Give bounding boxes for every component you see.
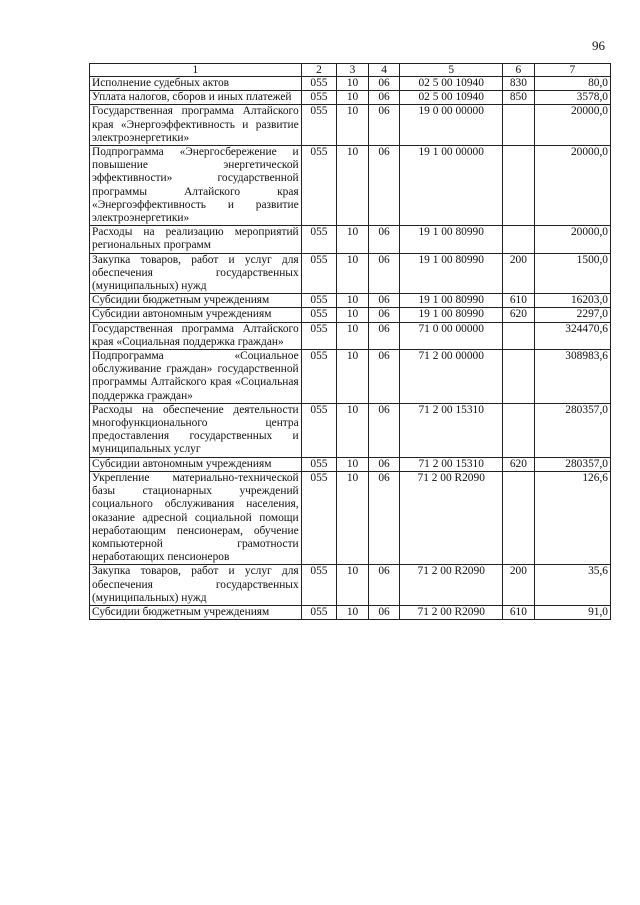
section-code: 10	[337, 471, 369, 564]
target-item-code: 19 1 00 00000	[400, 146, 503, 226]
expense-name: Исполнение судебных актов	[90, 77, 302, 91]
target-item-code: 71 0 00 00000	[400, 322, 503, 349]
amount: 91,0	[534, 605, 610, 619]
header-cell: 6	[503, 64, 535, 77]
target-item-code: 71 2 00 15310	[400, 403, 503, 457]
expense-type-code: 200	[503, 565, 535, 606]
table-row	[90, 226, 611, 253]
expense-type-code: 830	[503, 77, 535, 91]
subsection-code: 06	[368, 350, 400, 404]
table-row	[90, 308, 611, 322]
department-code: 055	[301, 91, 337, 105]
expense-name: Уплата налогов, сборов и иных платежей	[90, 91, 302, 105]
budget-table	[89, 63, 611, 620]
expense-type-code	[503, 403, 535, 457]
target-item-code: 19 0 00 00000	[400, 105, 503, 146]
table-row	[90, 294, 611, 308]
department-code: 055	[301, 605, 337, 619]
header-cell: 5	[400, 64, 503, 77]
amount: 308983,6	[534, 350, 610, 404]
expense-name: Субсидии автономным учреждениям	[90, 308, 302, 322]
department-code: 055	[301, 565, 337, 606]
amount: 16203,0	[534, 294, 610, 308]
subsection-code: 06	[368, 146, 400, 226]
expense-type-code	[503, 146, 535, 226]
expense-type-code: 610	[503, 605, 535, 619]
section-code: 10	[337, 308, 369, 322]
expense-type-code: 850	[503, 91, 535, 105]
target-item-code: 19 1 00 80990	[400, 294, 503, 308]
target-item-code: 71 2 00 R2090	[400, 471, 503, 564]
section-code: 10	[337, 105, 369, 146]
header-row	[90, 64, 611, 77]
table-row	[90, 457, 611, 471]
target-item-code: 19 1 00 80990	[400, 308, 503, 322]
expense-name: Субсидии автономным учреждениям	[90, 457, 302, 471]
header-cell: 1	[90, 64, 302, 77]
department-code: 055	[301, 294, 337, 308]
table-row	[90, 253, 611, 294]
section-code: 10	[337, 226, 369, 253]
section-code: 10	[337, 91, 369, 105]
amount: 280357,0	[534, 457, 610, 471]
table-row	[90, 322, 611, 349]
table-row	[90, 471, 611, 564]
expense-type-code: 620	[503, 308, 535, 322]
table-row	[90, 146, 611, 226]
subsection-code: 06	[368, 471, 400, 564]
subsection-code: 06	[368, 322, 400, 349]
table-row	[90, 565, 611, 606]
section-code: 10	[337, 294, 369, 308]
subsection-code: 06	[368, 403, 400, 457]
subsection-code: 06	[368, 226, 400, 253]
subsection-code: 06	[368, 253, 400, 294]
table-row	[90, 605, 611, 619]
expense-type-code	[503, 226, 535, 253]
expense-name: Субсидии бюджетным учреждениям	[90, 605, 302, 619]
amount: 35,6	[534, 565, 610, 606]
section-code: 10	[337, 565, 369, 606]
expense-type-code: 620	[503, 457, 535, 471]
section-code: 10	[337, 253, 369, 294]
department-code: 055	[301, 457, 337, 471]
expense-type-code	[503, 350, 535, 404]
target-item-code: 71 2 00 00000	[400, 350, 503, 404]
target-item-code: 71 2 00 R2090	[400, 565, 503, 606]
section-code: 10	[337, 457, 369, 471]
department-code: 055	[301, 308, 337, 322]
expense-name: Закупка товаров, работ и услуг для обеспечения государственных (муниципальных) нужд	[90, 253, 302, 294]
table-row	[90, 91, 611, 105]
expense-name: Государственная программа Алтайского края «Энергоэффективность и развитие электроэнергетики»	[90, 105, 302, 146]
department-code: 055	[301, 77, 337, 91]
expense-type-code	[503, 105, 535, 146]
department-code: 055	[301, 403, 337, 457]
target-item-code: 19 1 00 80990	[400, 253, 503, 294]
table-row	[90, 77, 611, 91]
subsection-code: 06	[368, 105, 400, 146]
target-item-code: 71 2 00 R2090	[400, 605, 503, 619]
expense-name: Укрепление материально-технической базы стационарных учреждений социального обслуживания населения, оказание адресной социальной помощи неработающим пенсионерам, обучение компьютерной грамотности неработающих пенсионеров	[90, 471, 302, 564]
header-cell: 3	[337, 64, 369, 77]
section-code: 10	[337, 350, 369, 404]
expense-type-code: 610	[503, 294, 535, 308]
subsection-code: 06	[368, 91, 400, 105]
target-item-code: 71 2 00 15310	[400, 457, 503, 471]
subsection-code: 06	[368, 565, 400, 606]
amount: 2297,0	[534, 308, 610, 322]
amount: 1500,0	[534, 253, 610, 294]
amount: 20000,0	[534, 146, 610, 226]
subsection-code: 06	[368, 457, 400, 471]
amount: 20000,0	[534, 105, 610, 146]
amount: 3578,0	[534, 91, 610, 105]
section-code: 10	[337, 605, 369, 619]
amount: 20000,0	[534, 226, 610, 253]
subsection-code: 06	[368, 605, 400, 619]
table-row	[90, 350, 611, 404]
expense-name: Субсидии бюджетным учреждениям	[90, 294, 302, 308]
target-item-code: 02 5 00 10940	[400, 91, 503, 105]
section-code: 10	[337, 322, 369, 349]
expense-type-code	[503, 471, 535, 564]
expense-name: Закупка товаров, работ и услуг для обеспечения государственных (муниципальных) нужд	[90, 565, 302, 606]
header-cell: 4	[368, 64, 400, 77]
expense-type-code	[503, 322, 535, 349]
section-code: 10	[337, 146, 369, 226]
target-item-code: 02 5 00 10940	[400, 77, 503, 91]
header-cell: 2	[301, 64, 337, 77]
header-cell: 7	[534, 64, 610, 77]
page-number: 96	[592, 38, 605, 53]
department-code: 055	[301, 471, 337, 564]
subsection-code: 06	[368, 308, 400, 322]
expense-name: Расходы на реализацию мероприятий региональных программ	[90, 226, 302, 253]
department-code: 055	[301, 146, 337, 226]
table-row	[90, 105, 611, 146]
table-row	[90, 403, 611, 457]
amount: 280357,0	[534, 403, 610, 457]
section-code: 10	[337, 77, 369, 91]
subsection-code: 06	[368, 294, 400, 308]
department-code: 055	[301, 105, 337, 146]
department-code: 055	[301, 226, 337, 253]
expense-name: Государственная программа Алтайского края «Социальная поддержка граждан»	[90, 322, 302, 349]
expense-name: Подпрограмма «Энергосбережение и повышение энергетической эффективности» государственной программы Алтайского края «Энергоэффективность и развитие электроэнергетики»	[90, 146, 302, 226]
expense-name: Расходы на обеспечение деятельности многофункционального центра предоставления государственных и муниципальных услуг	[90, 403, 302, 457]
department-code: 055	[301, 253, 337, 294]
department-code: 055	[301, 322, 337, 349]
expense-type-code: 200	[503, 253, 535, 294]
amount: 80,0	[534, 77, 610, 91]
department-code: 055	[301, 350, 337, 404]
amount: 324470,6	[534, 322, 610, 349]
section-code: 10	[337, 403, 369, 457]
amount: 126,6	[534, 471, 610, 564]
expense-name: Подпрограмма «Социальное обслуживание граждан» государственной программы Алтайского края «Социальная поддержка граждан»	[90, 350, 302, 404]
target-item-code: 19 1 00 80990	[400, 226, 503, 253]
subsection-code: 06	[368, 77, 400, 91]
